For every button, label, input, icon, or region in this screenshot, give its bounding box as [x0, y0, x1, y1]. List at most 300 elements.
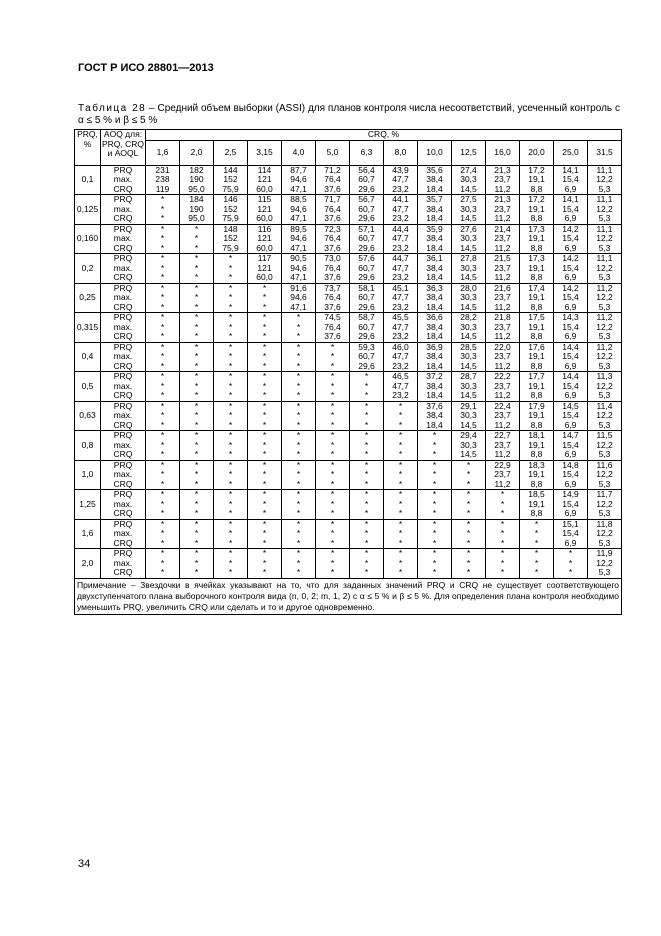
cell-value: *: [398, 449, 403, 459]
cell-value: 11,2: [494, 331, 511, 341]
table-cell: [248, 372, 282, 402]
cell-value: 27,6: [460, 223, 477, 234]
cell-value: *: [228, 410, 233, 420]
cell-value: 60,7: [358, 262, 375, 273]
cell-value: 47,1: [290, 183, 307, 194]
cell-value: *: [228, 321, 233, 332]
cell-value: 19,1: [528, 233, 545, 243]
cell-value: 12,2: [596, 498, 613, 509]
cell-value: 8,8: [530, 331, 543, 341]
row-label: PRQ: [113, 341, 133, 352]
table-cell: [384, 549, 418, 579]
table-cell: [384, 342, 418, 372]
table-cell: [418, 490, 452, 520]
table-cell: [554, 372, 588, 402]
cell-value: *: [228, 360, 233, 371]
cell-value: *: [364, 430, 369, 440]
cell-value: *: [398, 498, 403, 509]
table-cell: [350, 195, 384, 225]
cell-value: *: [364, 469, 369, 479]
cell-value: 28,0: [460, 282, 477, 293]
cell-value: 29,6: [358, 272, 375, 282]
cell-value: 47,7: [392, 203, 409, 214]
cell-value: 36,9: [426, 341, 443, 352]
cell-value: 8,8: [530, 478, 543, 489]
cell-value: *: [466, 489, 471, 499]
cell-value: *: [262, 567, 267, 577]
cell-value: *: [262, 459, 267, 470]
table-cell: [418, 224, 452, 254]
cell-value: *: [364, 489, 369, 499]
cell-value: *: [228, 331, 233, 341]
cell-value: 19,1: [528, 439, 545, 450]
table-cell: [214, 313, 248, 343]
table-cell: [452, 195, 486, 225]
table-cell: [248, 431, 282, 461]
cell-value: 148: [223, 223, 238, 234]
table-cell: [214, 224, 248, 254]
cell-value: 29,6: [358, 242, 375, 253]
cell-value: *: [330, 498, 335, 509]
prq-value: 0,4: [75, 342, 101, 372]
table-cell: [146, 460, 180, 490]
cell-value: *: [466, 518, 471, 529]
cell-value: *: [296, 390, 301, 400]
cell-value: 23,7: [494, 203, 511, 214]
cell-value: *: [262, 380, 267, 391]
row-label: CRQ: [113, 390, 133, 400]
table-cell: [350, 342, 384, 372]
cell-value: *: [432, 478, 437, 489]
cell-value: 6,9: [564, 213, 577, 223]
cell-value: 28,7: [460, 371, 477, 381]
table-cell: [588, 460, 622, 490]
row-labels: [101, 254, 146, 284]
cell-value: *: [160, 478, 165, 489]
table-cell: [486, 342, 520, 372]
cell-value: *: [398, 548, 403, 558]
table-cell: [486, 401, 520, 431]
table-cell: [418, 431, 452, 461]
cell-value: *: [296, 410, 301, 420]
row-label: max.: [113, 498, 133, 509]
cell-value: *: [194, 262, 199, 273]
table-cell: [418, 283, 452, 313]
cell-value: 35,6: [426, 164, 443, 175]
cell-value: 37,2: [426, 371, 443, 381]
cell-value: 121: [257, 262, 272, 273]
table-cell: [214, 283, 248, 313]
cell-value: *: [160, 194, 165, 204]
cell-value: 57,1: [358, 223, 375, 234]
cell-value: *: [194, 498, 199, 509]
cell-value: *: [398, 459, 403, 470]
table-cell: [180, 283, 214, 313]
table-cell: [316, 519, 350, 549]
cell-value: 11,2: [596, 341, 613, 352]
cell-value: *: [330, 508, 335, 518]
cell-value: 8,8: [530, 301, 543, 312]
cell-value: *: [398, 400, 403, 411]
cell-value: 18,5: [528, 489, 545, 499]
cell-value: 12,2: [596, 233, 613, 243]
crq-column-header: 4,0: [282, 140, 316, 165]
cell-value: 14,2: [562, 223, 579, 234]
prq-value: 1,6: [75, 519, 101, 549]
row-labels: [101, 431, 146, 461]
cell-value: 12,2: [596, 262, 613, 273]
cell-value: 91,6: [290, 282, 307, 293]
cell-value: 18,4: [426, 213, 443, 223]
cell-value: *: [296, 469, 301, 479]
cell-value: 14,9: [562, 489, 579, 499]
row-label: CRQ: [113, 478, 133, 489]
cell-value: 75,9: [222, 183, 239, 194]
table-cell: [214, 372, 248, 402]
table-cell: [282, 224, 316, 254]
cell-value: *: [262, 410, 267, 420]
cell-value: 6,9: [564, 272, 577, 282]
table-cell: [350, 519, 384, 549]
cell-value: *: [160, 469, 165, 479]
cell-value: *: [160, 321, 165, 332]
crq-column-header: 2,5: [214, 140, 248, 165]
cell-value: *: [262, 498, 267, 509]
cell-value: 23,7: [494, 410, 511, 420]
cell-value: 17,3: [528, 223, 545, 234]
cell-value: 11,3: [596, 371, 613, 381]
prq-value: 0,125: [75, 195, 101, 225]
cell-value: 94,6: [290, 262, 307, 273]
row-label: max.: [113, 410, 133, 420]
row-label: PRQ: [113, 489, 133, 499]
cell-value: 56,4: [358, 164, 375, 175]
table-cell: [384, 372, 418, 402]
table-cell: [520, 224, 554, 254]
cell-value: *: [296, 548, 301, 558]
table-cell: [146, 254, 180, 284]
cell-value: *: [330, 430, 335, 440]
cell-value: 6,9: [564, 419, 577, 430]
row-label: PRQ: [113, 223, 133, 234]
cell-value: *: [228, 419, 233, 430]
cell-value: *: [228, 498, 233, 509]
cell-value: 15,4: [562, 439, 579, 450]
cell-value: *: [228, 478, 233, 489]
cell-value: 36,1: [426, 253, 443, 263]
table-cell: [554, 519, 588, 549]
cell-value: *: [194, 557, 199, 568]
cell-value: 12,2: [596, 439, 613, 450]
corner-prq: PRQ,: [77, 129, 98, 139]
table-cell: [350, 490, 384, 520]
cell-value: 18,4: [426, 272, 443, 282]
cell-value: 18,4: [426, 390, 443, 400]
table-cell: [214, 490, 248, 520]
cell-value: *: [262, 321, 267, 332]
table-cell: [520, 519, 554, 549]
row-label: max.: [113, 262, 133, 273]
cell-value: 5,3: [598, 508, 611, 518]
cell-value: 152: [223, 203, 238, 214]
cell-value: *: [296, 537, 301, 548]
cell-value: *: [160, 419, 165, 430]
row-label: CRQ: [113, 360, 133, 371]
cell-value: *: [262, 439, 267, 450]
cell-value: 17,7: [528, 371, 545, 381]
table-cell: [214, 165, 248, 195]
cell-value: 8,8: [530, 360, 543, 371]
cell-value: 8,8: [530, 242, 543, 253]
cell-value: 6,9: [564, 360, 577, 371]
cell-value: *: [228, 400, 233, 411]
cell-value: 5,3: [598, 419, 611, 430]
cell-value: 94,6: [290, 203, 307, 214]
cell-value: 144: [223, 164, 238, 175]
table-cell: [316, 372, 350, 402]
cell-value: *: [296, 321, 301, 332]
cell-value: *: [364, 518, 369, 529]
cell-value: 14,5: [460, 331, 477, 341]
cell-value: *: [330, 400, 335, 411]
cell-value: *: [160, 390, 165, 400]
table-cell: [384, 165, 418, 195]
table-cell: [180, 313, 214, 343]
table-cell: [180, 342, 214, 372]
cell-value: *: [160, 567, 165, 577]
cell-value: 6,9: [564, 390, 577, 400]
cell-value: *: [262, 469, 267, 479]
cell-value: 15,1: [562, 518, 579, 529]
cell-value: 11,9: [596, 548, 613, 558]
cell-value: 14,5: [460, 301, 477, 312]
table-cell: [486, 549, 520, 579]
row-label: max.: [113, 351, 133, 361]
cell-value: 19,1: [528, 262, 545, 273]
cell-value: *: [500, 537, 505, 548]
cell-value: 8,8: [530, 508, 543, 518]
cell-value: *: [194, 360, 199, 371]
table-cell: [384, 224, 418, 254]
cell-value: *: [262, 489, 267, 499]
cell-value: 190: [189, 174, 204, 184]
cell-value: 30,3: [460, 410, 477, 420]
cell-value: 76,4: [324, 262, 341, 273]
cell-value: 89,5: [290, 223, 307, 234]
cell-value: *: [194, 439, 199, 450]
table-cell: [588, 254, 622, 284]
cell-value: *: [160, 242, 165, 253]
table-cell: [248, 460, 282, 490]
cell-value: 45,5: [392, 312, 409, 322]
cell-value: 44,4: [392, 223, 409, 234]
cell-value: 47,7: [392, 292, 409, 302]
cell-value: 29,4: [460, 430, 477, 440]
cell-value: 46,0: [392, 341, 409, 352]
cell-value: 8,8: [530, 449, 543, 459]
row-labels: [101, 460, 146, 490]
prq-value: 0,1: [75, 165, 101, 195]
cell-value: 14,2: [562, 253, 579, 263]
prq-value: 1,25: [75, 490, 101, 520]
cell-value: *: [330, 518, 335, 529]
cell-value: *: [228, 430, 233, 440]
cell-value: 19,1: [528, 321, 545, 332]
cell-value: *: [296, 439, 301, 450]
row-label: CRQ: [113, 508, 133, 518]
cell-value: 15,4: [562, 410, 579, 420]
cell-value: *: [330, 537, 335, 548]
cell-value: 60,7: [358, 321, 375, 332]
table-cell: [554, 195, 588, 225]
cell-value: 11,4: [596, 400, 613, 411]
cell-value: *: [330, 419, 335, 430]
cell-value: 23,2: [392, 242, 409, 253]
cell-value: 14,1: [562, 194, 579, 204]
cell-value: *: [296, 478, 301, 489]
cell-value: 8,8: [530, 272, 543, 282]
table-cell: [384, 519, 418, 549]
table-cell: [282, 342, 316, 372]
cell-value: *: [568, 567, 573, 577]
table-cell: [282, 283, 316, 313]
cell-value: *: [194, 518, 199, 529]
table-cell: [248, 254, 282, 284]
cell-value: *: [262, 518, 267, 529]
table-cell: [418, 342, 452, 372]
row-label: max.: [113, 233, 133, 243]
cell-value: 12,2: [596, 292, 613, 302]
cell-value: *: [228, 489, 233, 499]
table-cell: [146, 431, 180, 461]
cell-value: 14,7: [562, 430, 579, 440]
table-cell: [214, 342, 248, 372]
cell-value: 37,6: [426, 400, 443, 411]
table-cell: [452, 342, 486, 372]
cell-value: *: [398, 528, 403, 538]
table-cell: [180, 519, 214, 549]
row-label: PRQ: [113, 518, 133, 529]
cell-value: 14,5: [460, 419, 477, 430]
row-labels: [101, 224, 146, 254]
page-number: 34: [78, 858, 91, 870]
cell-value: *: [194, 410, 199, 420]
cell-value: *: [160, 498, 165, 509]
table-row: [75, 431, 622, 461]
corner-aoq3: и AOQL: [107, 148, 139, 158]
cell-value: 21,6: [494, 282, 511, 293]
table-row: [75, 401, 622, 431]
table-cell: [146, 195, 180, 225]
cell-value: 15,4: [562, 380, 579, 391]
cell-value: *: [160, 341, 165, 352]
cell-value: *: [500, 498, 505, 509]
cell-value: *: [160, 360, 165, 371]
row-label: PRQ: [113, 312, 133, 322]
cell-value: 11,2: [494, 301, 511, 312]
table-note: Примечание – Звездочки в ячейках указывают на то, что для заданных значений PRQ и CRQ не существует соответствующего двухступенчатого плана выборочного контроля вида (n, 0, 2; m, 1, 2) с α ≤ 5 % и β ≤ 5 %. Для определения плана контроля необходимо уменьшить PRQ, увеличить CRQ или сделать и то и другое одновременно.: [75, 578, 622, 614]
crq-column-header: 31,5: [588, 140, 622, 165]
cell-value: 11,2: [596, 312, 613, 322]
cell-value: *: [194, 390, 199, 400]
table-cell: [486, 519, 520, 549]
table-cell: [418, 460, 452, 490]
cell-value: *: [194, 351, 199, 361]
table-cell: [146, 401, 180, 431]
cell-value: *: [398, 508, 403, 518]
cell-value: *: [500, 548, 505, 558]
table-cell: [180, 490, 214, 520]
table-cell: [180, 372, 214, 402]
cell-value: *: [330, 567, 335, 577]
cell-value: 19,1: [528, 174, 545, 184]
cell-value: *: [194, 312, 199, 322]
cell-value: 18,3: [528, 459, 545, 470]
cell-value: 15,4: [562, 233, 579, 243]
table-cell: [588, 342, 622, 372]
table-cell: [214, 195, 248, 225]
table-cell: [146, 283, 180, 313]
row-label: max.: [113, 439, 133, 450]
cell-value: 17,5: [528, 312, 545, 322]
cell-value: 74,5: [324, 312, 341, 322]
cell-value: 76,4: [324, 321, 341, 332]
table-cell: [146, 519, 180, 549]
table-cell: [452, 372, 486, 402]
row-label: PRQ: [113, 282, 133, 293]
cell-value: *: [296, 508, 301, 518]
cell-value: *: [500, 518, 505, 529]
cell-value: 12,2: [596, 528, 613, 538]
cell-value: 14,5: [460, 242, 477, 253]
cell-value: 47,7: [392, 351, 409, 361]
table-cell: [486, 283, 520, 313]
table-cell: [214, 549, 248, 579]
cell-value: 17,3: [528, 253, 545, 263]
cell-value: *: [398, 430, 403, 440]
cell-value: 94,6: [290, 174, 307, 184]
cell-value: 76,4: [324, 174, 341, 184]
cell-value: 18,4: [426, 242, 443, 253]
cell-value: 15,4: [562, 292, 579, 302]
cell-value: *: [568, 557, 573, 568]
table-row: [75, 224, 622, 254]
cell-value: 44,7: [392, 253, 409, 263]
cell-value: *: [194, 223, 199, 234]
table-cell: [418, 313, 452, 343]
row-label: CRQ: [113, 183, 133, 194]
cell-value: 46,5: [392, 371, 409, 381]
cell-value: 90,5: [290, 253, 307, 263]
table-cell: [282, 549, 316, 579]
cell-value: *: [534, 548, 539, 558]
row-label: CRQ: [113, 331, 133, 341]
cell-value: 17,6: [528, 341, 545, 352]
cell-value: 121: [257, 203, 272, 214]
table-cell: [588, 313, 622, 343]
cell-value: 15,4: [562, 203, 579, 214]
table-cell: [452, 519, 486, 549]
cell-value: 23,7: [494, 469, 511, 479]
cell-value: *: [194, 489, 199, 499]
cell-value: 38,4: [426, 203, 443, 214]
cell-value: 22,0: [494, 341, 511, 352]
table-cell: [520, 313, 554, 343]
cell-value: 60,7: [358, 203, 375, 214]
cell-value: 11,1: [596, 253, 613, 263]
cell-value: 116: [257, 223, 272, 234]
cell-value: 23,2: [392, 272, 409, 282]
